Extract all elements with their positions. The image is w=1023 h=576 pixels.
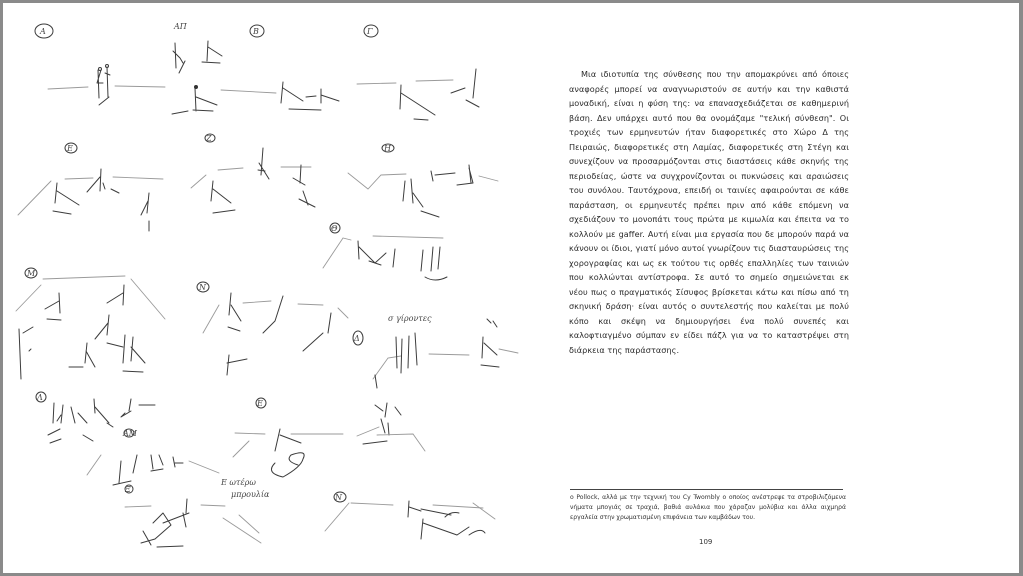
sketch-drawing <box>3 3 523 573</box>
book-spread <box>3 3 1019 573</box>
scene-label-xi: Ξ <box>125 485 131 494</box>
sketch-scene-n2 <box>325 492 495 539</box>
sketch-scene-n <box>197 282 348 375</box>
scene-label-n2: N <box>335 493 342 502</box>
scene-label-b: B <box>253 27 259 36</box>
scene-label-e: E <box>67 144 73 153</box>
scene-label-z: Z <box>206 134 212 143</box>
scene-label-d: Δ <box>354 334 360 343</box>
footnote: ο Pollock, αλλά με την τεχνική του Cy Twombly ο οποίος ανέστρεψε τα στροβιλιζόμενα νήματα μπογιάς σε τραχιά, βαθιά αυλάκια που χάραζαν μολύβια και άλλα αιχμηρά εργαλεία στην χρωματισμένη επιφάνεια των καμβάδων του. <box>570 494 846 521</box>
body-paragraph: Μια ιδιοτυπία της σύνθεσης που την απομακρύνει από όποιες αναφορές μπορεί να αναγνωριστούν σε αυτήν και την καθιστά μοναδική, είναι η φύση της: να επανασχεδιάζεται σε καθημερινή βάση. Δεν υπάρχει αυτό που θα ονομάζαμε "τελική σύνθεση". Οι τροχιές των ερμηνευτών ήταν διαφορετικές στο Χώρο Δ της Πειραιώς, διαφορετικές στη Λαμίας, διαφορετικές στη Στέγη και συνεχίζουν να προσαρμόζονται στις διαστάσεις κάθε σκηνής της περιοδείας, ώστε να συγχρονίζονται οι πυκνώσεις και αραιώσεις του συνόλου. Ταυτόχρονα, επειδή οι ταινίες αφαιρούνται σε κάθε παράσταση, οι ερμηνευτές πρέπει πριν από κάθε επόμενη να σχεδιάζουν το μονοπάτι τους πρώτα με κιμωλία και έπειτα να το κολλούν με gaffer. Αυτή είναι μια εργασία που δε μπορούν παρά να κάνουν οι ίδιοι, γιατί μόνο αυτοί γνωρίζουν τις διασταυρώσεις της χορογραφίας και ως εκ τούτου τις ορθές επαλληλίες των ταινιών που κολλώνται αντίστροφα. Σε αυτό το σημείο σημειώνεται εκ νέου πως ο πραγματικός Σίσυφος βρίσκεται κάτω και πίσω από τη σκηνική δράση· είναι αυτός ο συντελεστής που καλείται με πολύ κόπο και σκέψη να δημιουργήσει ένα πολύ συνεπές και καλοφτιαγμένο σύμπαν εν είδει πάζλ για να το καταστρέψει στη διάρκεια της παράστασης. <box>569 69 849 355</box>
page-number: 109 <box>699 538 713 546</box>
sketch-scene-h <box>258 144 498 280</box>
sketch-scene-e <box>18 134 243 231</box>
footnote-divider <box>570 489 843 490</box>
sketch-scene-m <box>16 268 165 379</box>
sketch-scene-l <box>36 392 261 547</box>
choreography-sketch-page <box>3 3 523 573</box>
scene-label-a: A <box>40 27 46 36</box>
scene-label-am: AM <box>123 429 137 438</box>
scene-label-l: Λ <box>37 393 43 402</box>
sketch-scene-a <box>35 24 165 105</box>
sketch-scene-xi-loop <box>233 398 343 477</box>
sketch-scene-b <box>221 25 479 120</box>
scene-label-th: Θ <box>331 224 338 233</box>
scene-label-e2: E <box>257 399 263 408</box>
scene-label-h: H <box>384 144 391 153</box>
sketch-scene-d <box>353 314 518 388</box>
scene-label-ap: ΑΠ <box>174 22 187 31</box>
scene-label-g: Γ <box>367 27 373 36</box>
sketch-scene-spin <box>220 403 425 533</box>
body-text-column <box>569 67 849 357</box>
sketch-note-girontes: σ γίροντες <box>388 314 432 323</box>
sketch-scene-ap <box>172 22 222 114</box>
scene-label-m: M <box>27 269 36 278</box>
sketch-note-bottom-2: μπρουλία <box>231 490 270 499</box>
scene-label-n: N <box>199 283 206 292</box>
sketch-note-bottom-1: Ε ωτέρω <box>221 478 256 487</box>
